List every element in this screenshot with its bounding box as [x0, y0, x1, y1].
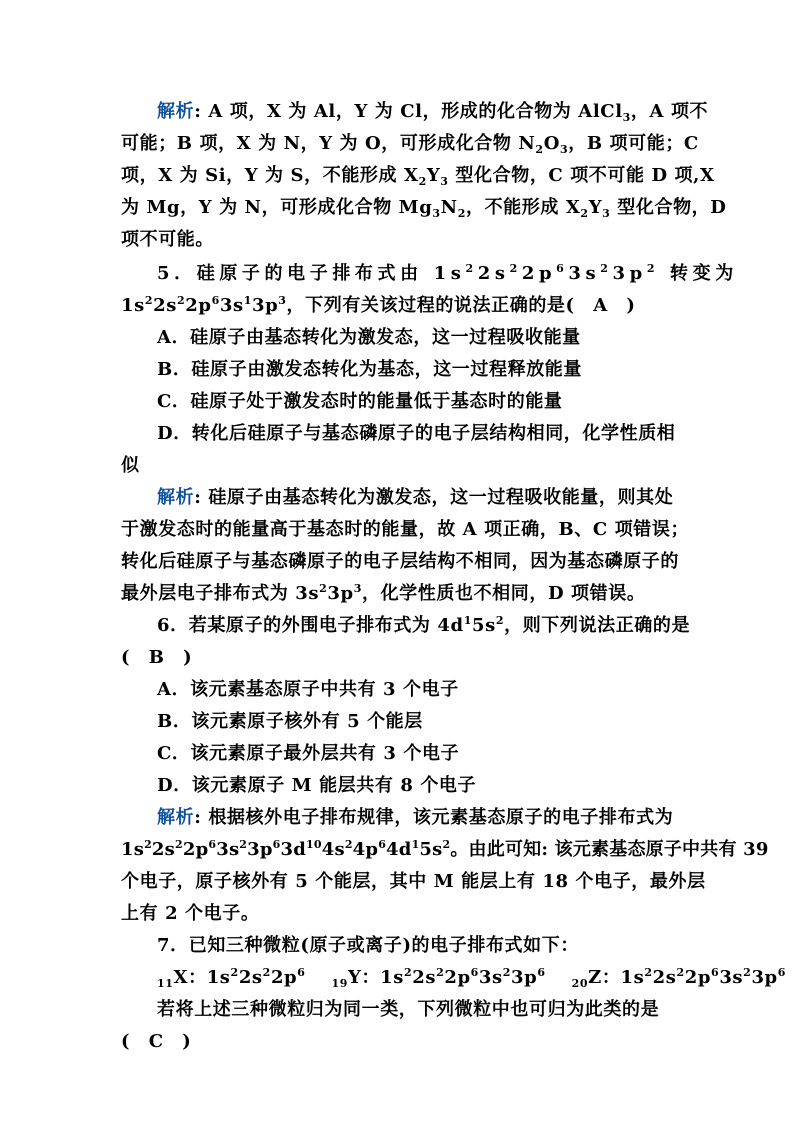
q7-stem: 7．已知三种微粒(原子或离子)的电子排布式如下：: [157, 935, 579, 956]
q6-option-c: C．该元素原子最外层共有 3 个电子: [157, 743, 460, 764]
q6-analysis-line-2: $1s^22s^22p^63s^23p^63d^{10}4s^24p^64d^15s^2$。由此可知: 该元素基态原子中共有 39: [121, 838, 769, 860]
analysis-label: 解析: [157, 101, 195, 122]
q5-option-a: A．硅原子由基态转化为激发态，这一过程吸收能量: [157, 327, 581, 348]
q5-option-d: D．转化后硅原子与基态磷原子的电子层结构相同，化学性质相: [157, 423, 676, 444]
q6-option-d: D．该元素原子 M 能层共有 8 个电子: [157, 775, 477, 796]
q6-stem-line-2: ( B ): [121, 647, 193, 668]
q6-analysis-line-4: 上有 2 个电子。: [121, 903, 260, 924]
q7-formulas: $_{11}$X：$1s^22s^22p^6_{19}Y$：$1s^22s^22p^63s^23p^6_{20}Z$：$1s^22s^22p^63s^23p^6$: [157, 966, 787, 990]
q7-question-line-2: ( C ): [121, 1031, 192, 1052]
q6-analysis-line-1: 解析: 根据核外电子排布规律，该元素基态原子的电子排布式为: [157, 807, 674, 828]
analysis-label: 解析: [157, 807, 195, 828]
q4-analysis-line-1: 解析: A 项，X 为 Al，Y 为 Cl，形成的化合物为 AlCl$_3$，A 项不: [157, 101, 709, 124]
q5-analysis-line-2: 于激发态时的能量高于基态时的能量，故 A 项正确，B、C 项错误；: [121, 519, 690, 540]
q6-option-a: A．该元素基态原子中共有 3 个电子: [157, 679, 459, 700]
q5-option-c: C．硅原子处于激发态时的能量低于基态时的能量: [157, 391, 563, 412]
q5-option-d-cont: 似: [121, 455, 140, 476]
q5-stem-line-1: 5．硅原子的电子排布式由 $1s^22s^22p^63s^23p^2$ 转变为: [157, 262, 738, 284]
q5-analysis-line-3: 转化后硅原子与基态磷原子的电子层结构不相同，因为基态磷原子的: [121, 551, 679, 572]
q4-analysis-line-2: 可能；B 项，X 为 N，Y 为 O，可形成化合物 $N_2O_3$，B 项可能；C: [121, 133, 699, 156]
q6-analysis-line-3: 个电子，原子核外有 5 个能层，其中 M 能层上有 18 个电子，最外层: [121, 871, 706, 892]
q4-analysis-line-5: 项不可能。: [121, 229, 214, 250]
q5-stem-line-2: $1s^22s^22p^63s^13p^3$，下列有关该过程的说法正确的是( A ): [121, 294, 636, 316]
q5-analysis-line-4: 最外层电子排布式为 $3s^23p^3$，化学性质也不相同，D 项错误。: [121, 582, 646, 604]
q5-option-b: B．硅原子由激发态转化为基态，这一过程释放能量: [157, 359, 583, 380]
q5-analysis-line-1: 解析: 硅原子由基态转化为激发态，这一过程吸收能量，则其处: [157, 487, 674, 508]
q6-option-b: B．该元素原子核外有 5 个能层: [157, 711, 423, 732]
analysis-label: 解析: [157, 487, 195, 508]
q6-stem-line-1: 6．若某原子的外围电子排布式为 $4d^15s^2$，则下列说法正确的是: [157, 614, 691, 636]
q4-analysis-line-4: 为 Mg，Y 为 N，可形成化合物 $Mg_3N_2$，不能形成 $X_2Y_3$ 型化合物，D: [121, 197, 727, 220]
q4-analysis-line-3: 项，X 为 Si，Y 为 S，不能形成 $X_2Y_3$ 型化合物，C 项不可能 D 项,X: [121, 165, 715, 188]
q7-question-line-1: 若将上述三种微粒归为同一类，下列微粒中也可归为此类的是: [157, 999, 660, 1020]
